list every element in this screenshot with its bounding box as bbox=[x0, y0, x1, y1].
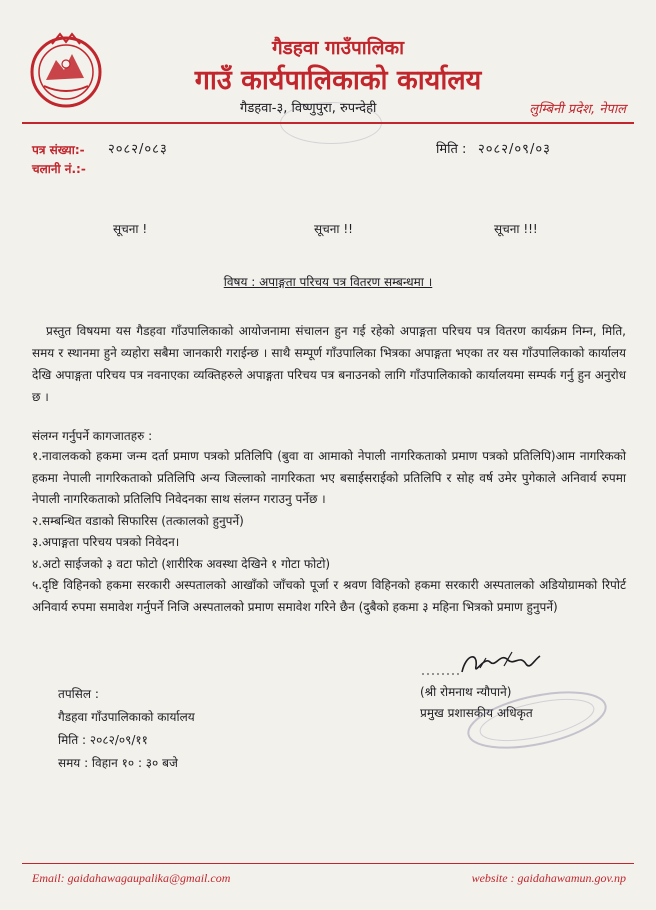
document-item: ५.दृष्टि विहिनको हकमा सरकारी अस्पतालको आखाँको जाँचको पूर्जा र श्रवण विहिनको हकमा सरकारी अस्पतालको अडियोग्रामको रिपोर्ट अनिवार्य रुपमा समावेश गर्नुपर्ने निजि अस्पतालको प्रमाण समावेश गरिने छैन (दुबैको हकमा ३ महिना भित्रको प्रमाण हुनुपर्ने) bbox=[32, 578, 626, 614]
details-date: मिति : २०८२/०९/११ bbox=[58, 733, 148, 747]
office-stamp bbox=[462, 690, 612, 750]
document-item: ४.अटो साईजको ३ वटा फोटो (शारीरिक अवस्था देखिने १ गोटा फोटो) bbox=[32, 556, 331, 571]
footer-website: website : gaidahawamun.gov.np bbox=[471, 871, 626, 885]
header-divider bbox=[22, 122, 634, 124]
notice-heading-3: सूचना !!! bbox=[494, 222, 538, 236]
signatory-name: (श्री रोमनाथ न्यौपाने) bbox=[420, 685, 512, 699]
document-item: ३.अपाङ्गता परिचय पत्रको निवेदन। bbox=[32, 535, 180, 549]
details-time: समय : विहान १० : ३० बजे bbox=[58, 756, 178, 770]
date-label: मिति : bbox=[436, 142, 467, 157]
body-paragraph: प्रस्तुत विषयमा यस गैडहवा गाँउपालिकाको आयोजनामा संचालन हुन गई रहेको अपाङ्गता परिचय पत्र वितरण कार्यक्रम निम्न, मिति, समय र स्थानमा हुने व्यहोरा सबैमा जानकारी गराईन्छ । साथै सम्पूर्ण गाँउपालिका भित्रका अपाङ्गता भएका तर यस गाँउपालिकाको कार्यालय देखि अपाङ्गता परिचय पत्र नवनाएका व्यक्तिहरुले अपाङ्गता परिचय पत्र बनाउनको लागि गाँउपालिकाको कार्यालयमा सम्पर्क गर्नु हुन अनुरोध छ । bbox=[32, 324, 626, 404]
reference-number-label: पत्र संख्या:- bbox=[32, 143, 85, 157]
details-venue: गैडहवा गाँउपालिकाको कार्यालय bbox=[58, 710, 195, 724]
municipality-name: गैडहवा गाउँपालिका bbox=[271, 37, 405, 59]
office-address: गैडहवा-३, विष्णुपुरा, रुपन्देही bbox=[240, 101, 377, 116]
subject-line bbox=[0, 273, 656, 290]
date-value: २०८२/०९/०३ bbox=[478, 142, 551, 157]
notice-heading-1: सूचना ! bbox=[113, 222, 148, 236]
footer-email: Email: gaidahawagaupalika@gmail.com bbox=[32, 871, 231, 885]
document-item: २.सम्बन्धित वडाको सिफारिस (तत्कालको हुनुपर्ने) bbox=[32, 513, 244, 528]
dispatch-number-label: चलानी नं.:- bbox=[32, 162, 86, 176]
details-label: तपसिल : bbox=[58, 687, 99, 701]
notice-heading-2: सूचना !! bbox=[314, 222, 353, 236]
signature-image bbox=[420, 646, 560, 680]
documents-list bbox=[32, 446, 626, 618]
reference-number-value: २०८२/०८३ bbox=[108, 142, 168, 157]
documents-heading: संलग्न गर्नुपर्ने कागजातहरु : bbox=[32, 429, 153, 443]
office-name: गाउँ कार्यपालिकाको कार्यालय bbox=[194, 65, 482, 96]
document-item: १.नावालकको हकमा जन्म दर्ता प्रमाण पत्रको प्रतिलिपि (बुवा वा आमाको नेपाली नागरिकताको प्रमाण पत्रको प्रतिलिपि)आम नागरिकको हकमा नेपाली नागरिकताको प्रतिलिपि अन्य जिल्लाको नागरिकता भए बसाईसराईको प्रतिलिपि र सोह वर्ष उमेर पुगेकाले अनिवार्य रुपमा नेपाली नागरिकताको प्रतिलिपि निवेदनका साथ संलग्न गराउनु पर्नेछ । bbox=[32, 449, 626, 506]
subject-text: विषय : अपाङ्गता परिचय पत्र वितरण सम्बन्धमा । bbox=[223, 275, 433, 289]
province-label: लुम्बिनी प्रदेश, नेपाल bbox=[529, 102, 626, 117]
event-details bbox=[58, 683, 195, 775]
footer-divider bbox=[22, 863, 634, 864]
signatory-title: प्रमुख प्रशासकीय अधिकृत bbox=[420, 706, 533, 720]
